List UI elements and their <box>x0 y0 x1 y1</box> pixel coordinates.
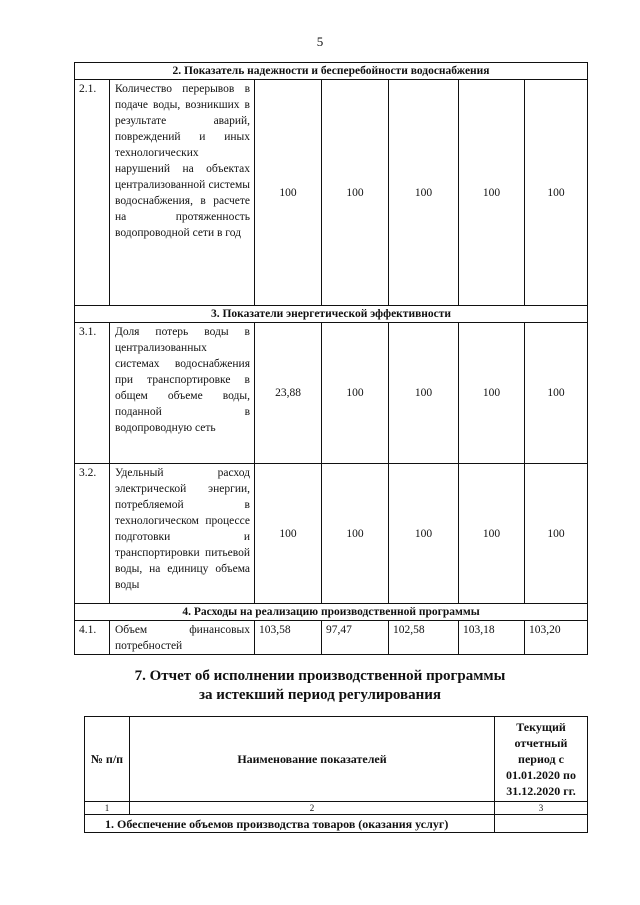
value-cell: 100 <box>255 464 322 604</box>
row-number: 2.1. <box>75 80 110 306</box>
row-name: Доля потерь воды в централизованных системах водоснабжения при транспортировке в общем объеме воды, поданной в водопроводную сеть <box>110 323 255 464</box>
section-header-row <box>75 604 588 621</box>
value-cell: 100 <box>459 323 525 464</box>
row-name: Удельный расход электрической энергии, потребляемой в технологическом процессе подготовки и транспортировки питьевой воды, на единицу объема воды <box>110 464 255 604</box>
value-cell: 100 <box>525 323 588 464</box>
value-cell: 100 <box>389 323 459 464</box>
row-number: 3.2. <box>75 464 110 604</box>
section-3-header: 3. Показатели энергетической эффективности <box>75 306 588 323</box>
table-row <box>75 464 588 604</box>
report-table <box>84 716 588 833</box>
value-cell: 100 <box>322 323 389 464</box>
value-cell: 100 <box>322 80 389 306</box>
col-index: 3 <box>495 802 588 815</box>
col-header-period: Текущий отчетный период с 01.01.2020 по 31.12.2020 гг. <box>495 717 588 802</box>
col-header-name: Наименование показателей <box>130 717 495 802</box>
section-7-title-line1: 7. Отчет об исполнении производственной программы <box>134 668 506 684</box>
value-cell: 100 <box>322 464 389 604</box>
table-row <box>75 323 588 464</box>
value-cell: 103,18 <box>459 621 525 655</box>
row-number: 3.1. <box>75 323 110 464</box>
section-2-header: 2. Показатель надежности и бесперебойности водоснабжения <box>75 63 588 80</box>
subsection-1-header: 1. Обеспечение объемов производства товаров (оказания услуг) <box>85 815 495 833</box>
value-cell: 103,58 <box>255 621 322 655</box>
header-row <box>85 717 588 802</box>
row-name: Объем финансовых потребностей <box>110 621 255 655</box>
subsection-row <box>85 815 588 833</box>
section-7-title <box>0 667 640 705</box>
indicators-table <box>74 62 588 655</box>
section-header-row <box>75 306 588 323</box>
col-index: 1 <box>85 802 130 815</box>
empty-cell <box>495 815 588 833</box>
value-cell: 100 <box>525 80 588 306</box>
value-cell: 100 <box>459 464 525 604</box>
page-number: 5 <box>316 34 324 49</box>
section-header-row <box>75 63 588 80</box>
value-cell: 100 <box>255 80 322 306</box>
row-number: 4.1. <box>75 621 110 655</box>
section-4-header: 4. Расходы на реализацию производственной программы <box>75 604 588 621</box>
row-name: Количество перерывов в подаче воды, возникших в результате аварий, повреждений и иных технологических нарушений на объектах централизованной системы водоснабжения, в расчете на протяженность водопроводной сети в год <box>110 80 255 306</box>
col-index: 2 <box>130 802 495 815</box>
value-cell: 97,47 <box>322 621 389 655</box>
value-cell: 23,88 <box>255 323 322 464</box>
value-cell: 103,20 <box>525 621 588 655</box>
value-cell: 100 <box>389 464 459 604</box>
col-header-number: № п/п <box>85 717 130 802</box>
table-row <box>75 80 588 306</box>
index-row <box>85 802 588 815</box>
section-7-title-line2: за истекший период регулирования <box>198 687 442 703</box>
value-cell: 100 <box>525 464 588 604</box>
value-cell: 102,58 <box>389 621 459 655</box>
table-row <box>75 621 588 655</box>
value-cell: 100 <box>459 80 525 306</box>
value-cell: 100 <box>389 80 459 306</box>
